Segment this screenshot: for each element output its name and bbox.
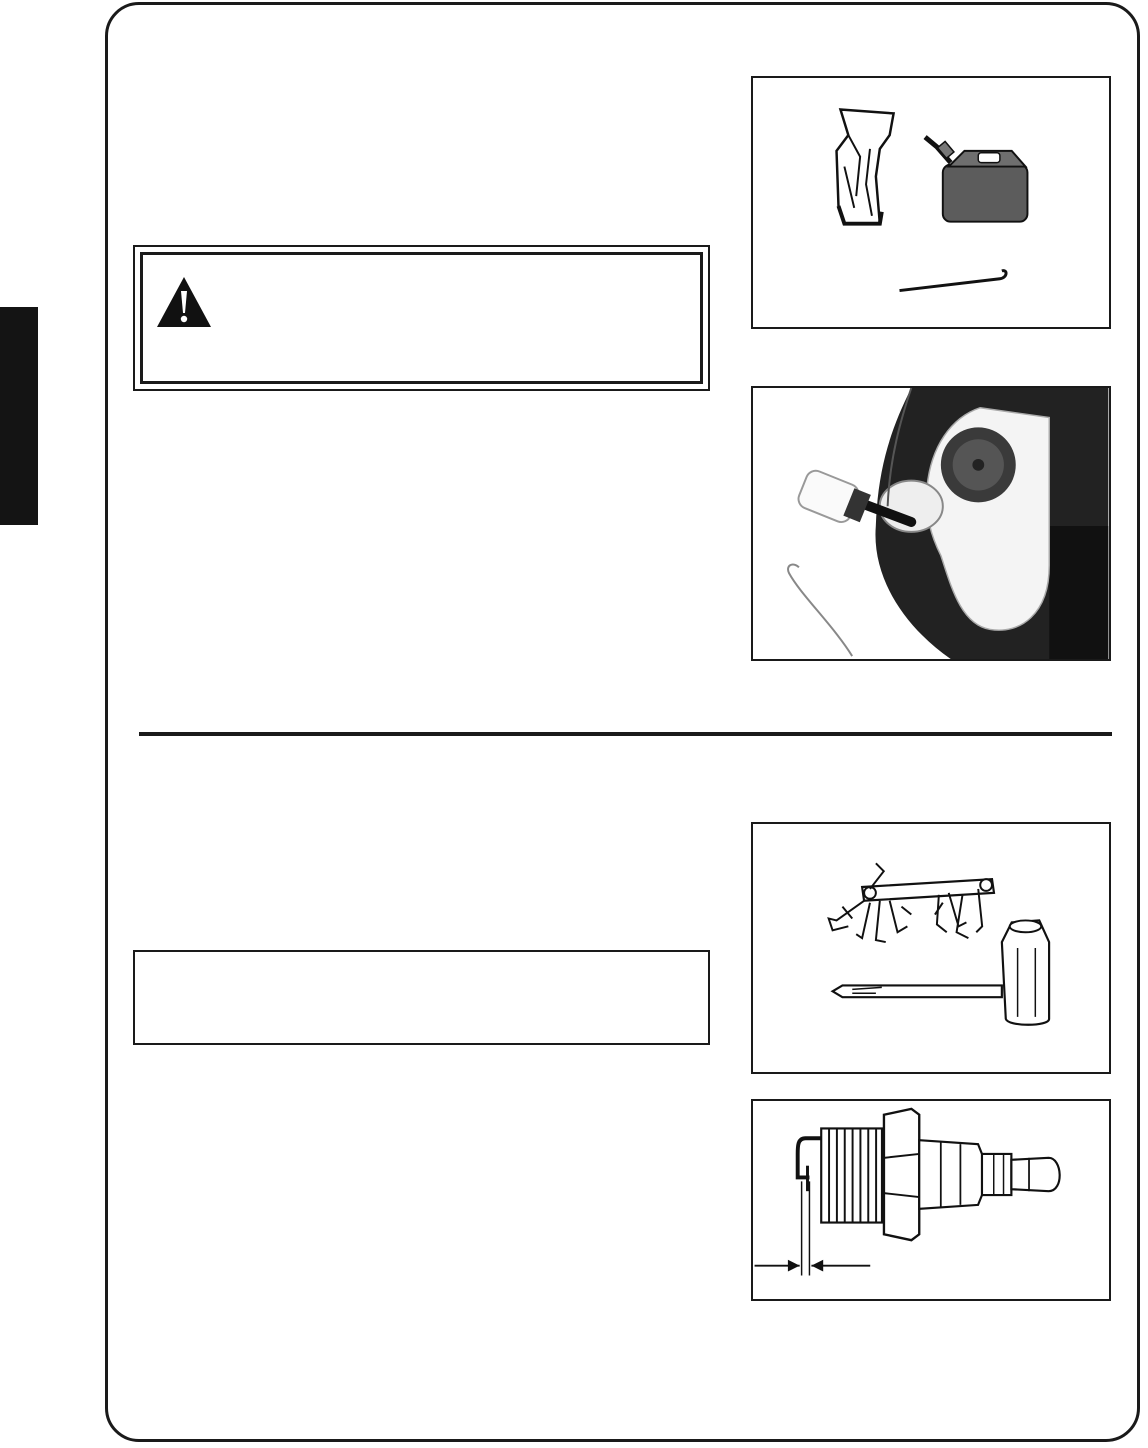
spark-plug-drawing — [753, 1101, 1109, 1299]
note-box — [133, 950, 710, 1045]
fuel-tank-photo — [751, 386, 1111, 661]
warning-triangle-icon — [155, 275, 213, 329]
warning-inner-frame — [140, 252, 703, 384]
fuel-tank-photo-drawing — [753, 388, 1109, 659]
side-tab — [0, 307, 38, 525]
tools-illustration — [751, 822, 1111, 1074]
tools-drawing — [753, 824, 1109, 1072]
fuel-supplies-illustration — [751, 76, 1111, 329]
spark-plug-gap-diagram — [751, 1099, 1111, 1301]
warning-box — [133, 245, 710, 391]
fuel-supplies-drawing — [753, 78, 1109, 327]
section-divider — [139, 732, 1112, 736]
